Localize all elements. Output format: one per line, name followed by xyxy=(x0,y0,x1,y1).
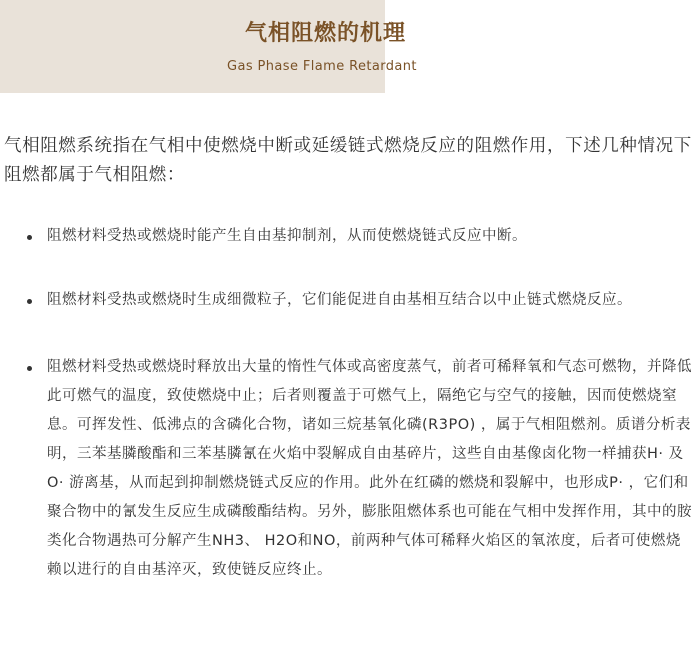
bullet-icon xyxy=(27,366,32,371)
list-item-text: 阻燃材料受热或燃烧时生成细微粒子，它们能促进自由基相互结合以中止链式燃烧反应。 xyxy=(47,292,632,308)
title-banner xyxy=(0,0,417,93)
intro-paragraph: 气相阻燃系统指在气相中使燃烧中断或延缓链式燃烧反应的阻燃作用，下述几种情况下阻燃都属于气相阻燃： xyxy=(4,136,692,185)
list-item xyxy=(0,353,700,585)
page-subtitle: Gas Phase Flame Retardant xyxy=(227,59,417,74)
list-item xyxy=(0,222,700,251)
bullet-icon xyxy=(27,299,32,304)
bullet-list xyxy=(0,222,700,585)
list-item xyxy=(0,286,700,315)
list-item-text: 阻燃材料受热或燃烧时释放出大量的惰性气体或高密度蒸气，前者可稀释氧和气态可燃物，并降低此可燃气的温度，致使燃烧中止；后者则覆盖于可燃气上，隔绝它与空气的接触，因而使燃烧窒息。可挥发性、低沸点的含磷化合物，诸如三烷基氧化磷(R3PO) ，属于气相阻燃剂。质谱分析表明，三苯基膦酸酯和三苯基膦氰在火焰中裂解成自由基碎片，这些自由基像卤化物一样捕获H· 及O· 游离基，从而起到抑制燃烧链式反应的作用。此外在红磷的燃烧和裂解中，也形成P· ，它们和聚合物中的氰发生反应生成磷酸酯结构。另外，膨胀阻燃体系也可能在气相中发挥作用，其中的胺类化合物遇热可分解产生NH3、 H2O和NO，前两种气体可稀释火焰区的氧浓度，后者可使燃烧赖以进行的自由基淬灭，致使链反应终止。 xyxy=(47,359,692,578)
page-title: 气相阻燃的机理 xyxy=(245,21,407,46)
bullet-icon xyxy=(27,235,32,240)
list-item-text: 阻燃材料受热或燃烧时能产生自由基抑制剂，从而使燃烧链式反应中断。 xyxy=(47,228,527,244)
